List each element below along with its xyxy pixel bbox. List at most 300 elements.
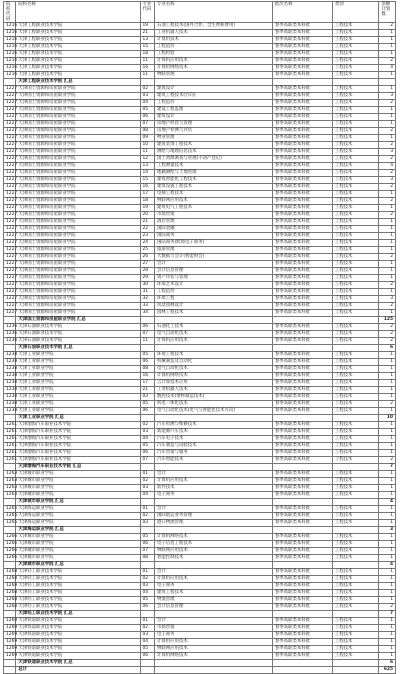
cell-remaining: 1	[379, 555, 396, 562]
cell-school-name: 天津工程职业技术学院	[16, 37, 140, 44]
cell-category: 工程技术	[332, 422, 379, 429]
table-row	[4, 51, 396, 58]
cell-school-code: 1227	[4, 107, 16, 114]
cell-school-code: 1227	[4, 268, 16, 275]
cell-school-code: 1227	[4, 254, 16, 261]
cell-school-code: 1266	[4, 541, 16, 548]
cell-batch: 春季高职类本科批	[272, 401, 332, 408]
cell-school-code: 1227	[4, 86, 16, 93]
cell-major-name: 工程测量技术	[154, 163, 272, 170]
cell-school-name: 天津轻工职业技术学院 汇总	[16, 611, 140, 618]
cell-batch: 春季高职类本科批	[272, 37, 332, 44]
cell-major-code: 03	[140, 394, 154, 401]
cell-school-name: 天津国土资源和房屋职业学院	[16, 198, 140, 205]
cell-school-code: 1269	[4, 618, 16, 625]
cell-school-code: 1227	[4, 170, 16, 177]
cell-school-name: 天津轻工职业技术学院	[16, 590, 140, 597]
cell-batch: 春季高职类本科批	[272, 604, 332, 611]
cell-school-name: 天津工业职业学院 汇总	[16, 415, 140, 422]
cell-major-name: 建筑智能化工程技术	[154, 177, 272, 184]
cell-remaining: 1	[379, 653, 396, 660]
cell-category: 工程技术	[332, 513, 379, 520]
cell-batch: 春季高职类本科批	[272, 23, 332, 30]
cell-major-code: 03	[140, 485, 154, 492]
cell-remaining: 1	[379, 191, 396, 198]
cell-category: 工程技术	[332, 457, 379, 464]
cell-major-code: 08	[140, 128, 154, 135]
cell-school-name: 天津工业职业学院	[16, 359, 140, 366]
cell-school-code: 1238	[4, 394, 16, 401]
cell-batch: 春季高职类本科批	[272, 282, 332, 289]
cell-remaining: 1	[379, 520, 396, 527]
cell-major-name: 石油工程技术(国外合作，含生费和费用)	[154, 23, 272, 30]
cell-major-name: 电子商务	[154, 492, 272, 499]
cell-school-code: 1261	[4, 436, 16, 443]
table-row	[4, 233, 396, 240]
cell-school-code	[4, 317, 16, 324]
cell-school-code: 1227	[4, 184, 16, 191]
cell-school-name: 天津国土资源和房屋职业学院	[16, 86, 140, 93]
cell-remaining: 2	[379, 58, 396, 65]
cell-remaining: 2	[379, 128, 396, 135]
cell-category: 工程技术	[332, 100, 379, 107]
cell-category	[332, 415, 379, 422]
cell-major-code: 03	[140, 520, 154, 527]
cell-category: 工程技术	[332, 373, 379, 380]
table-row	[4, 373, 396, 380]
cell-category	[332, 562, 379, 569]
cell-batch: 春季高职类本科批	[272, 156, 332, 163]
cell-school-name: 天津城市职业学院	[16, 548, 140, 555]
cell-major-code: 04	[140, 100, 154, 107]
table-row	[4, 422, 396, 429]
cell-remaining: 1	[379, 51, 396, 58]
cell-major-name: 物流管理	[154, 597, 272, 604]
cell-remaining: 2	[379, 303, 396, 310]
table-row	[4, 520, 396, 527]
cell-school-name: 天津城市职业学院	[16, 471, 140, 478]
cell-major-code: 08	[140, 555, 154, 562]
cell-major-name: 建设工程监理	[154, 107, 272, 114]
cell-remaining: 1	[379, 576, 396, 583]
cell-school-code: 1227	[4, 142, 16, 149]
cell-school-name: 天津国土资源和房屋职业学院	[16, 177, 140, 184]
cell-batch: 春季高职类本科批	[272, 373, 332, 380]
cell-major-code	[140, 667, 154, 674]
cell-school-name: 天津铁道职业技术学院	[16, 646, 140, 653]
cell-category: 工程技术	[332, 324, 379, 331]
cell-major-name: 电子信息工程技术	[154, 541, 272, 548]
cell-category: 工程技术	[332, 576, 379, 583]
cell-major-name: 建筑设计	[154, 86, 272, 93]
cell-major-code: 07	[140, 548, 154, 555]
cell-school-name: 天津国土资源和房屋职业学院	[16, 121, 140, 128]
cell-school-code: 1269	[4, 625, 16, 632]
cell-major-name: 电梯工程技术	[154, 191, 272, 198]
cell-remaining: 1	[379, 86, 396, 93]
cell-major-name: 数控技术(增材制造技术)	[154, 394, 272, 401]
cell-major-code: 05	[140, 352, 154, 359]
cell-major-name: 软件技术	[154, 485, 272, 492]
cell-batch: 春季高职类本科批	[272, 289, 332, 296]
cell-school-code: 1266	[4, 548, 16, 555]
table-row	[4, 282, 396, 289]
cell-school-name: 天津铁道职业技术学院	[16, 639, 140, 646]
cell-major-name: 园林工程技术	[154, 310, 272, 317]
cell-school-code: 1269	[4, 632, 16, 639]
cell-category: 工程技术	[332, 352, 379, 359]
cell-remaining: 1	[379, 121, 396, 128]
cell-category	[332, 611, 379, 618]
cell-remaining: 1	[379, 408, 396, 415]
cell-school-code: 1227	[4, 135, 16, 142]
cell-remaining: 1	[379, 380, 396, 387]
cell-remaining: 2	[379, 23, 396, 30]
cell-remaining: 1	[379, 394, 396, 401]
cell-category: 工程技术	[332, 443, 379, 450]
cell-school-code	[4, 345, 16, 352]
cell-batch: 春季高职类本科批	[272, 72, 332, 79]
cell-category: 工程技术	[332, 408, 379, 415]
cell-remaining: 7	[379, 611, 396, 618]
table-row	[4, 275, 396, 282]
cell-category	[332, 667, 379, 674]
cell-major-code: 34	[140, 310, 154, 317]
cell-major-code: 17	[140, 191, 154, 198]
cell-remaining: 1	[379, 310, 396, 317]
cell-category: 工程技术	[332, 51, 379, 58]
cell-school-code: 1236	[4, 331, 16, 338]
cell-major-code	[140, 527, 154, 534]
table-row	[4, 492, 396, 499]
cell-category: 工程技术	[332, 401, 379, 408]
cell-batch: 春季高职类本科批	[272, 450, 332, 457]
cell-remaining: 2	[379, 142, 396, 149]
cell-batch: 春季高职类本科批	[272, 310, 332, 317]
cell-major-name: 风景园林设计	[154, 303, 272, 310]
cell-school-name: 天津国土资源和房屋职业学院	[16, 114, 140, 121]
cell-major-name	[154, 667, 272, 674]
cell-batch: 春季高职类本科批	[272, 86, 332, 93]
cell-major-code: 15	[140, 177, 154, 184]
cell-major-code: 02	[140, 86, 154, 93]
cell-batch: 春季高职类本科批	[272, 394, 332, 401]
cell-batch: 春季高职类本科批	[272, 191, 332, 198]
cell-major-name: 市场营销	[154, 212, 272, 219]
cell-major-name: 会计信息管理	[154, 268, 272, 275]
cell-major-name: 房地产检测与评估	[154, 128, 272, 135]
cell-major-name: 建筑装饰工程技术	[154, 142, 272, 149]
table-row	[4, 429, 396, 436]
cell-school-code: 1236	[4, 338, 16, 345]
cell-school-name: 天津石油职业技术学院	[16, 338, 140, 345]
cell-major-code: 01	[140, 569, 154, 576]
cell-major-code: 02	[140, 513, 154, 520]
cell-batch: 春季高职类本科批	[272, 653, 332, 660]
cell-major-code: 29	[140, 275, 154, 282]
cell-category	[332, 527, 379, 534]
cell-school-name: 天津轻工职业技术学院	[16, 597, 140, 604]
cell-school-name: 天津国土资源和房屋职业学院	[16, 100, 140, 107]
cell-category: 工程技术	[332, 618, 379, 625]
cell-school-name: 天津国土资源和房屋职业学院	[16, 226, 140, 233]
cell-batch: 春季高职类本科批	[272, 436, 332, 443]
table-row	[4, 303, 396, 310]
cell-remaining: 1	[379, 443, 396, 450]
cell-school-code: 1269	[4, 639, 16, 646]
cell-remaining: 2	[379, 184, 396, 191]
table-row	[4, 513, 396, 520]
cell-major-name: 计算机网络技术	[154, 534, 272, 541]
cell-remaining: 1	[379, 205, 396, 212]
cell-major-code: 04	[140, 639, 154, 646]
cell-batch: 春季高职类本科批	[272, 128, 332, 135]
header-school-name: 院校名称	[16, 2, 140, 23]
cell-category: 工程技术	[332, 569, 379, 576]
cell-school-name: 天津城市职业学院 汇总	[16, 499, 140, 506]
cell-school-name: 天津海运职业学院	[16, 513, 140, 520]
cell-category	[332, 345, 379, 352]
cell-major-name: 大数据与会计(智能财会)	[154, 254, 272, 261]
cell-category: 工程技术	[332, 114, 379, 121]
cell-major-code: 31	[140, 289, 154, 296]
table-row	[4, 58, 396, 65]
cell-batch: 春季高职类本科批	[272, 506, 332, 513]
cell-major-code: 06	[140, 408, 154, 415]
cell-school-name: 总计	[16, 667, 140, 674]
cell-batch	[272, 415, 332, 422]
cell-category: 工程技术	[332, 212, 379, 219]
table-row	[4, 135, 396, 142]
cell-remaining: 2	[379, 170, 396, 177]
cell-school-code: 1268	[4, 583, 16, 590]
cell-batch: 春季高职类本科批	[272, 408, 332, 415]
cell-school-code: 1261	[4, 443, 16, 450]
cell-school-code: 1227	[4, 121, 16, 128]
cell-batch: 春季高职类本科批	[272, 135, 332, 142]
cell-school-name: 天津渤海汽车职业技术学院	[16, 450, 140, 457]
cell-major-code: 06	[140, 114, 154, 121]
cell-school-code: 1227	[4, 191, 16, 198]
cell-category: 工程技术	[332, 107, 379, 114]
cell-batch: 春季高职类本科批	[272, 261, 332, 268]
cell-major-name: 建筑电气工程技术	[154, 205, 272, 212]
cell-batch: 春季高职类本科批	[272, 555, 332, 562]
cell-remaining: 1	[379, 289, 396, 296]
cell-school-name: 天津城市职业学院	[16, 492, 140, 499]
cell-major-name: 会计	[154, 261, 272, 268]
cell-category: 工程技术	[332, 478, 379, 485]
cell-category: 工程技术	[332, 275, 379, 282]
cell-school-code: 1261	[4, 457, 16, 464]
cell-major-name: 国土资源调查与管理(不动产登记)	[154, 156, 272, 163]
cell-school-name: 天津工程职业技术学院	[16, 30, 140, 37]
cell-remaining: 125	[379, 317, 396, 324]
cell-major-name: 汽车检测与维修技术	[154, 422, 272, 429]
cell-category: 工程技术	[332, 23, 379, 30]
cell-batch: 春季高职类本科批	[272, 429, 332, 436]
cell-batch: 春季高职类本科批	[272, 632, 332, 639]
cell-remaining: 4	[379, 499, 396, 506]
cell-batch: 春季高职类本科批	[272, 331, 332, 338]
cell-remaining: 1	[379, 387, 396, 394]
cell-school-code: 1227	[4, 114, 16, 121]
cell-batch: 春季高职类本科批	[272, 65, 332, 72]
cell-batch: 春季高职类本科批	[272, 583, 332, 590]
cell-major-code	[140, 499, 154, 506]
cell-school-code: 1227	[4, 198, 16, 205]
cell-school-name: 天津工程职业技术学院	[16, 51, 140, 58]
cell-category: 工程技术	[332, 303, 379, 310]
cell-school-code: 1216	[4, 72, 16, 79]
cell-category: 工程技术	[332, 366, 379, 373]
cell-major-code: 21	[140, 387, 154, 394]
cell-batch: 春季高职类本科批	[272, 534, 332, 541]
cell-category: 工程技术	[332, 646, 379, 653]
cell-school-code: 1216	[4, 30, 16, 37]
cell-school-code: 1227	[4, 149, 16, 156]
cell-major-code	[140, 464, 154, 471]
cell-major-name	[154, 499, 272, 506]
cell-major-name: 物联网应用技术	[154, 548, 272, 555]
cell-batch: 春季高职类本科批	[272, 275, 332, 282]
cell-major-code: 02	[140, 576, 154, 583]
cell-school-code: 1227	[4, 128, 16, 135]
cell-remaining: 2	[379, 198, 396, 205]
cell-remaining: 1	[379, 471, 396, 478]
cell-remaining: 2	[379, 338, 396, 345]
subtotal-row	[4, 527, 396, 534]
subtotal-row	[4, 79, 396, 86]
cell-category: 工程技术	[332, 597, 379, 604]
table-row	[4, 394, 396, 401]
table-row	[4, 128, 396, 135]
cell-major-code: 11	[140, 149, 154, 156]
table-row	[4, 212, 396, 219]
cell-major-name: 汽车电子技术	[154, 436, 272, 443]
cell-category: 工程技术	[332, 436, 379, 443]
cell-school-name: 天津国土资源和房屋职业学院	[16, 93, 140, 100]
cell-school-code: 1227	[4, 303, 16, 310]
table-row	[4, 170, 396, 177]
cell-school-name: 天津国土资源和房屋职业学院	[16, 233, 140, 240]
table-row	[4, 569, 396, 576]
cell-major-name: 工业机器人技术	[154, 30, 272, 37]
cell-major-name: 工业机器人技术	[154, 387, 272, 394]
table-row	[4, 44, 396, 51]
table-row	[4, 639, 396, 646]
cell-category: 工程技术	[332, 30, 379, 37]
cell-category: 工程技术	[332, 359, 379, 366]
cell-major-code: 03	[140, 583, 154, 590]
cell-major-code: 08	[140, 366, 154, 373]
cell-remaining: 1	[379, 618, 396, 625]
cell-major-name: 电子商务	[154, 632, 272, 639]
cell-major-name: 机械制造及自动化	[154, 359, 272, 366]
cell-remaining: 1	[379, 534, 396, 541]
cell-batch: 春季高职类本科批	[272, 254, 332, 261]
cell-major-name: 会计	[154, 618, 272, 625]
cell-batch: 春季高职类本科批	[272, 142, 332, 149]
cell-major-name: 会计	[154, 506, 272, 513]
cell-remaining: 2	[379, 212, 396, 219]
cell-major-name: 工程检验	[154, 51, 272, 58]
cell-major-code: 04	[140, 590, 154, 597]
cell-major-name: 旅游管理	[154, 247, 272, 254]
cell-remaining: 2	[379, 324, 396, 331]
cell-category: 工程技术	[332, 233, 379, 240]
cell-school-name: 天津国土资源和房屋职业学院	[16, 184, 140, 191]
subtotal-row	[4, 415, 396, 422]
cell-school-code: 1216	[4, 37, 16, 44]
cell-school-code	[4, 667, 16, 674]
cell-major-code: 05	[140, 597, 154, 604]
cell-school-code	[4, 499, 16, 506]
cell-major-name: 汽车营销与服务	[154, 450, 272, 457]
cell-major-name: 新能源汽车技术	[154, 429, 272, 436]
table-row	[4, 93, 396, 100]
cell-school-code: 1268	[4, 576, 16, 583]
cell-major-code: 23	[140, 233, 154, 240]
table-row	[4, 590, 396, 597]
cell-category: 工程技术	[332, 184, 379, 191]
cell-remaining: 1	[379, 506, 396, 513]
table-row	[4, 471, 396, 478]
cell-remaining: 1	[379, 513, 396, 520]
cell-major-code: 11	[140, 58, 154, 65]
cell-batch: 春季高职类本科批	[272, 597, 332, 604]
cell-school-name: 天津国土资源和房屋职业学院	[16, 135, 140, 142]
cell-category: 工程技术	[332, 170, 379, 177]
cell-remaining: 1	[379, 632, 396, 639]
cell-major-name: 计算机应用技术	[154, 576, 272, 583]
cell-major-code: 06	[140, 450, 154, 457]
cell-school-code: 1227	[4, 212, 16, 219]
table-row	[4, 555, 396, 562]
cell-batch: 春季高职类本科批	[272, 44, 332, 51]
cell-category: 工程技术	[332, 282, 379, 289]
cell-school-name: 天津国土资源和房屋职业学院	[16, 261, 140, 268]
cell-category: 工程技术	[332, 296, 379, 303]
cell-major-name: 地籍测绘与土地管理	[154, 170, 272, 177]
table-row	[4, 226, 396, 233]
cell-remaining: 1	[379, 541, 396, 548]
cell-major-name: 计算机网络技术	[154, 373, 272, 380]
table-row	[4, 408, 396, 415]
header-batch: 批次名称	[272, 2, 332, 23]
cell-batch: 春季高职类本科批	[272, 443, 332, 450]
cell-major-code: 06	[140, 604, 154, 611]
table-row	[4, 191, 396, 198]
cell-school-name: 天津渤海汽车职业技术学院	[16, 422, 140, 429]
table-row	[4, 653, 396, 660]
cell-school-code: 1268	[4, 569, 16, 576]
cell-major-name: 会计	[154, 471, 272, 478]
cell-remaining	[379, 79, 396, 86]
cell-major-name	[154, 345, 272, 352]
table-row	[4, 646, 396, 653]
cell-major-name: 石油化工技术	[154, 324, 272, 331]
table-row	[4, 198, 396, 205]
cell-batch	[272, 345, 332, 352]
cell-major-name: 物联网应用技术	[154, 198, 272, 205]
cell-major-code: 05	[140, 443, 154, 450]
cell-batch: 春季高职类本科批	[272, 233, 332, 240]
cell-batch: 春季高职类本科批	[272, 338, 332, 345]
cell-remaining: 2	[379, 604, 396, 611]
cell-remaining: 2	[379, 254, 396, 261]
table-row	[4, 604, 396, 611]
